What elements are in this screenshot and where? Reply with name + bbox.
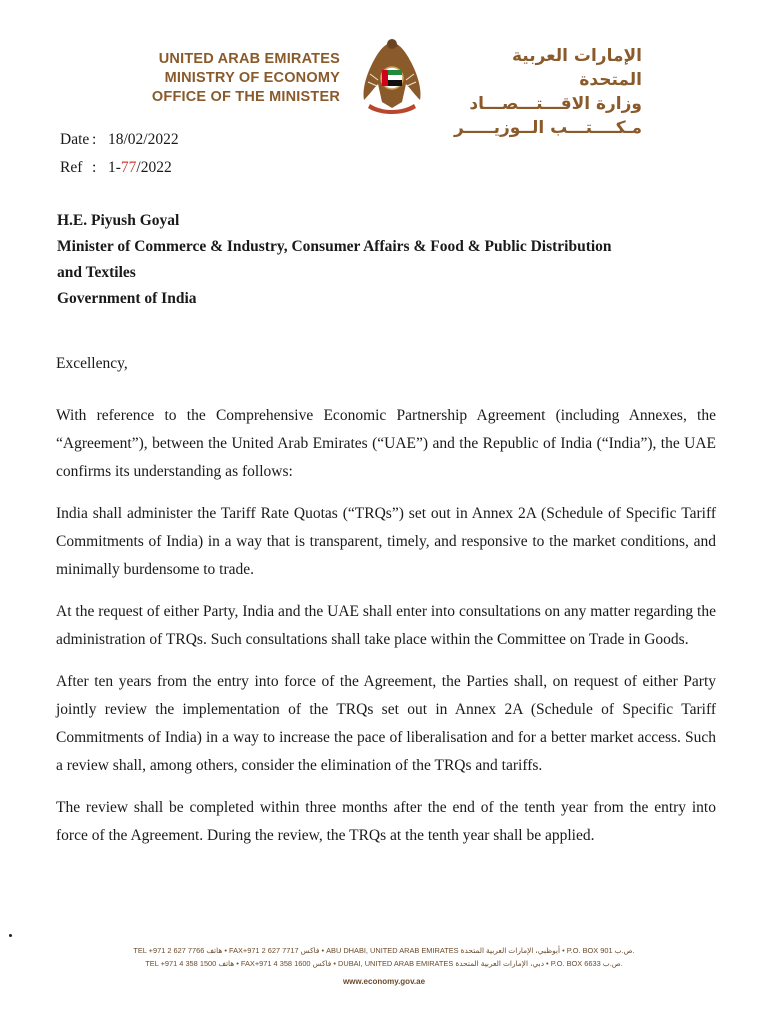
addressee-title-line1: Minister of Commerce & Industry, Consumer Affairs & Food & Public Distribution — [57, 238, 612, 255]
ref-row — [60, 154, 179, 182]
paragraph-reference: With reference to the Comprehensive Economic Partnership Agreement (including Annexes, the “Agreement”), between the United Arab Emirates (“UAE”) and the Republic of India (“India”), the UAE confirms its understanding as follows: — [56, 407, 716, 480]
ref-suffix: /2022 — [136, 159, 172, 176]
ref-prefix: 1- — [108, 159, 121, 176]
uae-falcon-emblem-icon — [356, 34, 428, 120]
paragraph-consultations: At the request of either Party, India and the UAE shall enter into consultations on any matter regarding the administration of TRQs. Such consultations shall take place within the Committee on Trade in Goods. — [56, 603, 716, 648]
addressee-title-line2: and Textiles — [57, 264, 136, 281]
ministry-name-ar: وزارة الاقـــتـــصـــاد — [469, 94, 642, 114]
addressee-name: H.E. Piyush Goyal — [57, 212, 180, 229]
addressee-block — [57, 208, 707, 312]
country-name-ar: الإمارات العربية المتحدة — [511, 46, 642, 90]
letter-body — [56, 350, 716, 864]
letterhead-arabic — [446, 44, 642, 140]
date-label: Date — [60, 131, 90, 148]
ref-value — [108, 154, 172, 182]
letterhead — [0, 0, 768, 138]
country-name-en: UNITED ARAB EMIRATES — [158, 51, 340, 67]
ministry-name-en: MINISTRY OF ECONOMY — [164, 70, 340, 86]
paragraph-review: After ten years from the entry into force of the Agreement, the Parties shall, on request of either Party jointly review the implementation of the TRQs set out in Annex 2A (Schedule of Specific Tariff Commitments of India) in a way to increase the pace of liberalisation and for a better market access. Such a review shall, among others, consider the elimination of the TRQs and tariffs. — [56, 673, 716, 774]
office-name-en: OFFICE OF THE MINISTER — [151, 89, 340, 105]
footer-abu-dhabi-line: TEL +971 2 627 7766 هاتف • FAX+971 2 627 7717 فاكس • ABU DHABI, UNITED ARAB EMIRATES أبوظبي، الإمارات العربية المتحدة • P.O. BOX 901 ص.ب. — [133, 946, 635, 955]
date-colon: : — [92, 131, 97, 148]
ref-label: Ref — [60, 159, 83, 176]
ref-number: 77 — [120, 159, 137, 176]
footer-dubai-line: TEL +971 4 358 1500 هاتف • FAX+971 4 358 1600 فاكس • DUBAI, UNITED ARAB EMIRATES دبي، الإمارات العربية المتحدة • P.O. BOX 6633 ص.ب. — [145, 959, 623, 968]
letter-footer — [0, 944, 768, 988]
scan-mark — [9, 934, 12, 937]
footer-website: www.economy.gov.ae — [342, 977, 426, 986]
salutation: Excellency, — [56, 355, 128, 372]
letter-meta — [60, 126, 179, 182]
ref-colon: : — [92, 159, 97, 176]
date-value: 18/02/2022 — [108, 131, 179, 148]
addressee-government: Government of India — [57, 290, 197, 307]
paragraph-administration: India shall administer the Tariff Rate Quotas (“TRQs”) set out in Annex 2A (Schedule of Specific Tariff Commitments of India) in a way that is transparent, timely, and responsive to the market conditions, and minimally burdensome to trade. — [56, 505, 716, 578]
date-row — [60, 126, 179, 154]
office-name-ar: مـكــــتـــب الــوزيـــــر — [453, 118, 642, 138]
letterhead-english — [152, 50, 340, 107]
paragraph-completion: The review shall be completed within three months after the end of the tenth year from the entry into force of the Agreement. During the review, the TRQs at the tenth year shall be applied. — [56, 799, 716, 844]
